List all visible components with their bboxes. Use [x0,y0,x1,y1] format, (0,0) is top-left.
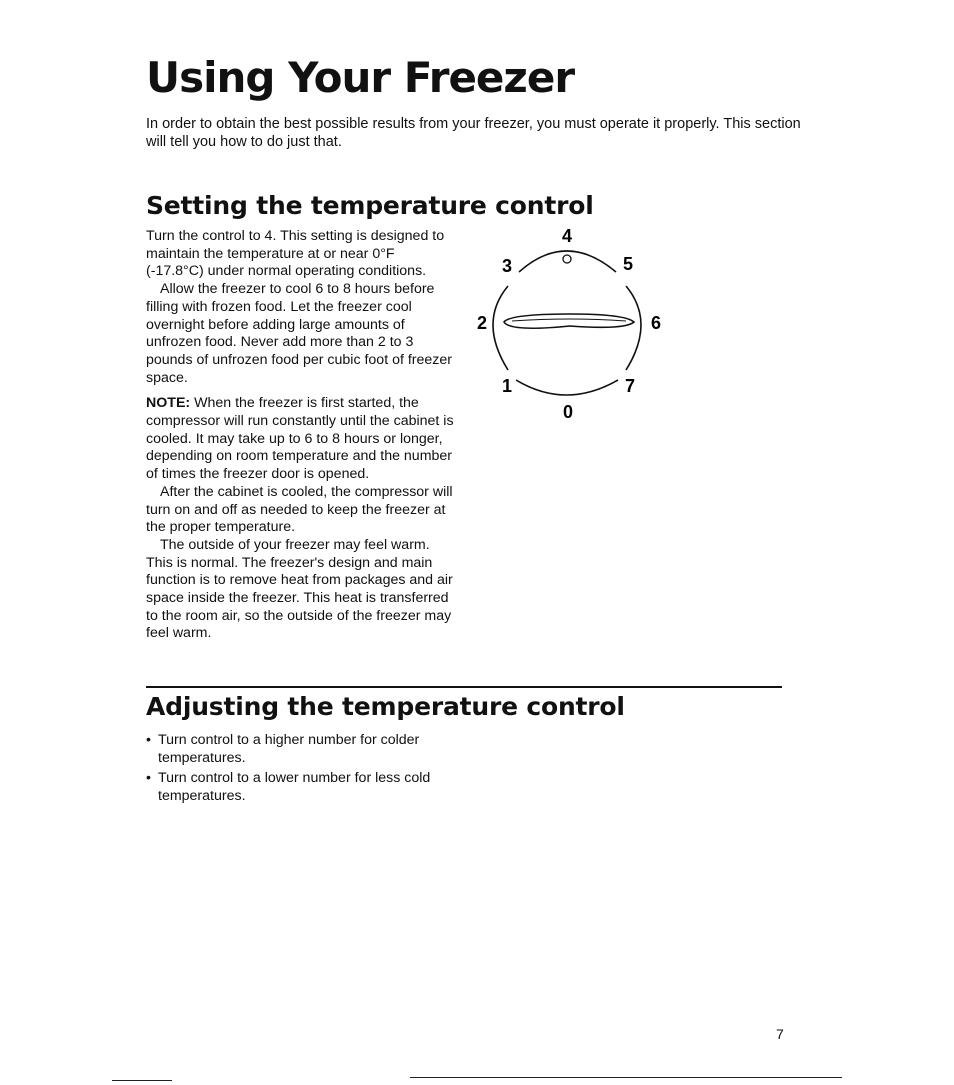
dial-arc-left [493,286,508,370]
setting-heading: Setting the temperature control [146,191,594,220]
dial-label-0: 0 [562,402,574,422]
dial-label-4: 4 [561,226,573,246]
setting-paragraph-1: Turn the control to 4. This setting is designed to maintain the temperature at or near 0°F (-17.8°C) under normal operating conditions. [146,228,445,280]
adjusting-list [146,731,446,807]
dial-label-6: 6 [650,313,662,333]
dial-arc-bottom [516,380,618,395]
temperature-dial[interactable] [470,222,670,422]
adjusting-heading: Adjusting the temperature control [146,692,625,721]
dial-label-2: 2 [476,313,488,333]
dial-label-7: 7 [624,376,636,396]
dial-handle-highlight [512,319,626,321]
intro-text: In order to obtain the best possible results from your freezer, you must operate it properly. This section will tell you how to do just that. [146,116,801,150]
dial-arc-top [519,251,616,272]
dial-arc-right [626,286,641,370]
after-paragraph-1: After the cabinet is cooled, the compressor will turn on and off as needed to keep the freezer at the proper temperature. [146,483,453,536]
list-item: • Turn control to a lower number for less cold temperatures. [146,769,446,805]
dial-indicator-icon [563,255,571,263]
footer-rule-right [410,1077,842,1078]
setting-text-column [146,228,456,643]
page-title: Using Your Freezer [146,53,575,102]
note-label: NOTE: [146,395,191,412]
section-divider [146,686,782,688]
dial-label-1: 1 [501,376,513,396]
dial-label-5: 5 [622,254,634,274]
note-paragraph [146,395,456,484]
list-item: • Turn control to a higher number for colder temperatures. [146,731,446,767]
note-text: When the freezer is first started, the compressor will run constantly until the cabinet is cooled. It may take up to 6 to 8 hours or longer, depending on room temperature and the number of times the freezer door is opened. [146,395,454,483]
footer-rule-left [112,1080,172,1081]
page-number: 7 [776,1026,784,1042]
dial-handle-icon[interactable] [504,314,634,328]
after-paragraph-2: The outside of your freezer may feel warm. This is normal. The freezer's design and main function is to remove heat from packages and air space inside the freezer. This heat is transferred to the room air, so the outside of the freezer may feel warm. [146,536,453,642]
dial-label-3: 3 [501,256,513,276]
setting-paragraph-2: Allow the freezer to cool 6 to 8 hours before filling with frozen food. Let the freezer cool overnight before adding large amounts of unfrozen food. Never add more than 2 to 3 pounds of unfrozen food per cubic foot of freezer space. [146,281,453,386]
